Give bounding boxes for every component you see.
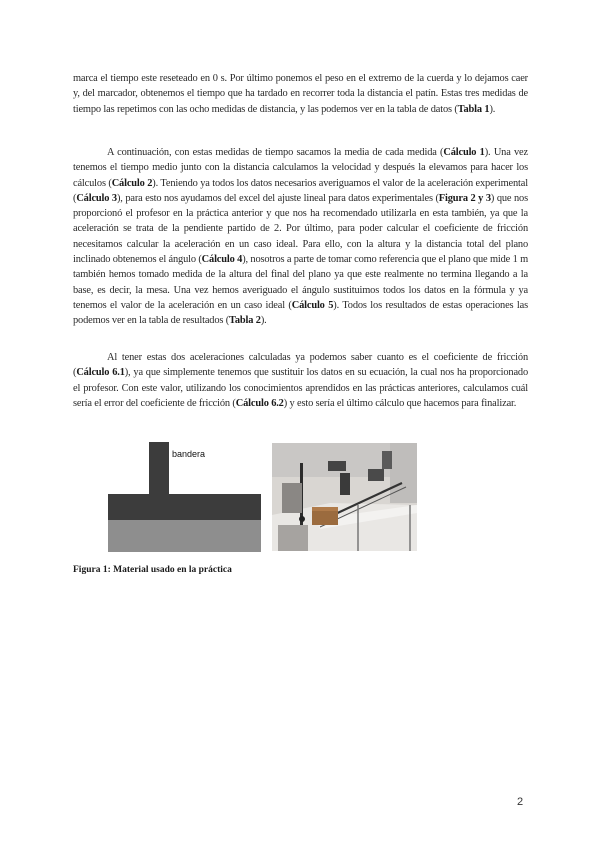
ref-tabla-1: Tabla 1: [457, 103, 490, 115]
ref-tabla-2: Tabla 2: [229, 315, 261, 327]
ref-calculo-6-1: Cálculo 6.1: [76, 367, 125, 379]
flag-diagram: [108, 440, 261, 552]
p2-text-3: ). Teniendo ya todos los datos necesarios averiguamos el valor de la aceleración experimental (: [73, 177, 528, 204]
p3-text-1: Al tener estas dos aceleraciones calculadas ya podemos saber cuanto es el coeficiente de fricción (: [73, 352, 528, 379]
page-number: 2: [517, 796, 524, 808]
flag-base-dark: [108, 494, 261, 520]
p2-text-7: ). Todos los resultados de estas operaciones las podemos ver en la tabla de resultados (: [73, 299, 528, 327]
p2-text-6: ), nosotros a parte de tomar como referencia que el plano que mide 1 m también hemos tomado medida de la altura del final del plano ya que este realmente no termina llegando a la base, es decir, la mesa. Una vez hemos averiguado el ángulo sustituimos todos los datos en la fórmula y ya tenemos el valor de la aceleración en un caso ideal (: [73, 254, 528, 311]
p3-text-3: ) y esto sería el último cálculo que hacemos para finalizar.: [283, 397, 517, 409]
p2-text-2: ). Una vez tenemos el tiempo medio junto con la distancia calculamos la velocidad y después la elevamos para hacer los cálculos (: [73, 147, 528, 189]
setup-photo: [272, 443, 417, 551]
p1-text-2: ).: [489, 103, 496, 115]
ref-calculo-6-2: Cálculo 6.2: [235, 397, 284, 409]
ref-calculo-5: Cálculo 5: [291, 299, 334, 311]
flag-base-light: [108, 520, 261, 552]
p2-text-1: A continuación, con estas medidas de tiempo sacamos la media de cada medida (: [107, 147, 444, 158]
p2-text-8: ).: [260, 315, 267, 327]
caption-label: Figura 1: [73, 565, 108, 575]
paragraph-calculations: [73, 145, 528, 329]
ref-calculo-1: Cálculo 1: [443, 147, 485, 158]
flag-stem: [149, 442, 169, 502]
p3-text-2: ), ya que simplemente tenemos que sustituir los datos en su ecuación, la cual nos ha proporcionado el profesor. Con este valor, utilizando los conocimientos aprendidos en las prácticas anteriores, calculamos cuál sería el error del coeficiente de fricción (: [73, 367, 528, 409]
ref-figura-2-3: Figura 2 y 3: [438, 192, 491, 204]
ref-calculo-3: Cálculo 3: [76, 192, 117, 204]
figure-caption: [73, 565, 232, 575]
ref-calculo-2: Cálculo 2: [111, 177, 153, 189]
p1-text-1: marca el tiempo este reseteado en 0 s. Por último ponemos el peso en el extremo de la cuerda y lo dejamos caer y, del marcador, obtenemos el tiempo que ha tardado en recorrer toda la distancia el patín. Estas tres medidas de tiempo las repetimos con las ocho medidas de distancia, y las podemos ver en la tabla de datos (: [73, 73, 528, 115]
ref-calculo-4: Cálculo 4: [201, 254, 243, 266]
bandera-label: bandera: [172, 449, 206, 459]
paragraph-procedure-end: [73, 71, 528, 117]
caption-text: : Material usado en la práctica: [107, 565, 232, 575]
p2-text-4: ), para esto nos ayudamos del excel del ajuste lineal para datos experimentales (: [116, 192, 439, 204]
p2-text-5: ) que nos proporcionó el profesor en la práctica anterior y que nos ha recomendado utilizarla en esta también, ya que la aceleración se trata de la pendiente partido de 2. Por último, para poder calcular el coeficiente de fricción necesitamos calcular la aceleración en un caso ideal. Para ello, con la altura y la distancia total del plano inclinado obtenemos el ángulo (: [73, 192, 528, 266]
paragraph-friction: [73, 350, 528, 411]
